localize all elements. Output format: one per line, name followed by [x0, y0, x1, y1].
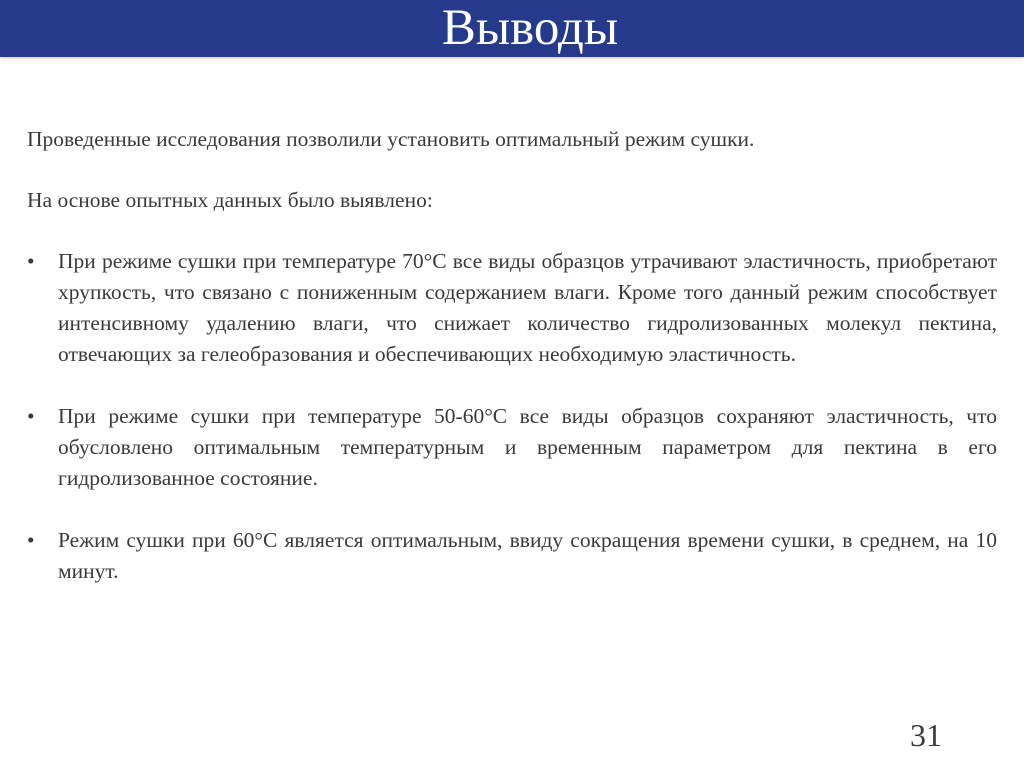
bullet-item: [27, 401, 997, 494]
lead-paragraph: На основе опытных данных было выявлено:: [27, 188, 433, 212]
bullet-item: [27, 525, 997, 587]
bullet-marker: •: [27, 249, 35, 273]
slide-title: Выводы: [441, 0, 619, 56]
slide-content: [27, 124, 997, 618]
bullet-text: При режиме сушки при температуре 70°С все виды образцов утрачивают эластичность, приобретают хрупкость, что связано с пониженным содержанием влаги. Кроме того данный режим способствует интенсивному удалению влаги, что снижает количество гидролизованных молекул пектина, отвечающих за гелеобразования и обеспечивающих необходимую эластичность.: [58, 249, 997, 366]
bullet-text: При режиме сушки при температуре 50-60°С все виды образцов сохраняют эластичность, что обусловлено оптимальным температурным и временным параметром для пектина в его гидролизованное состояние.: [58, 404, 997, 490]
intro-paragraph: Проведенные исследования позволили установить оптимальный режим сушки.: [27, 127, 755, 151]
bullet-marker: •: [27, 528, 35, 552]
title-bar: [0, 0, 1024, 57]
page-number: 31: [910, 717, 942, 753]
bullet-item: [27, 246, 997, 370]
bullet-marker: •: [27, 404, 35, 428]
bullet-text: Режим сушки при 60°С является оптимальным, ввиду сокращения времени сушки, в среднем, на 10 минут.: [58, 528, 997, 583]
